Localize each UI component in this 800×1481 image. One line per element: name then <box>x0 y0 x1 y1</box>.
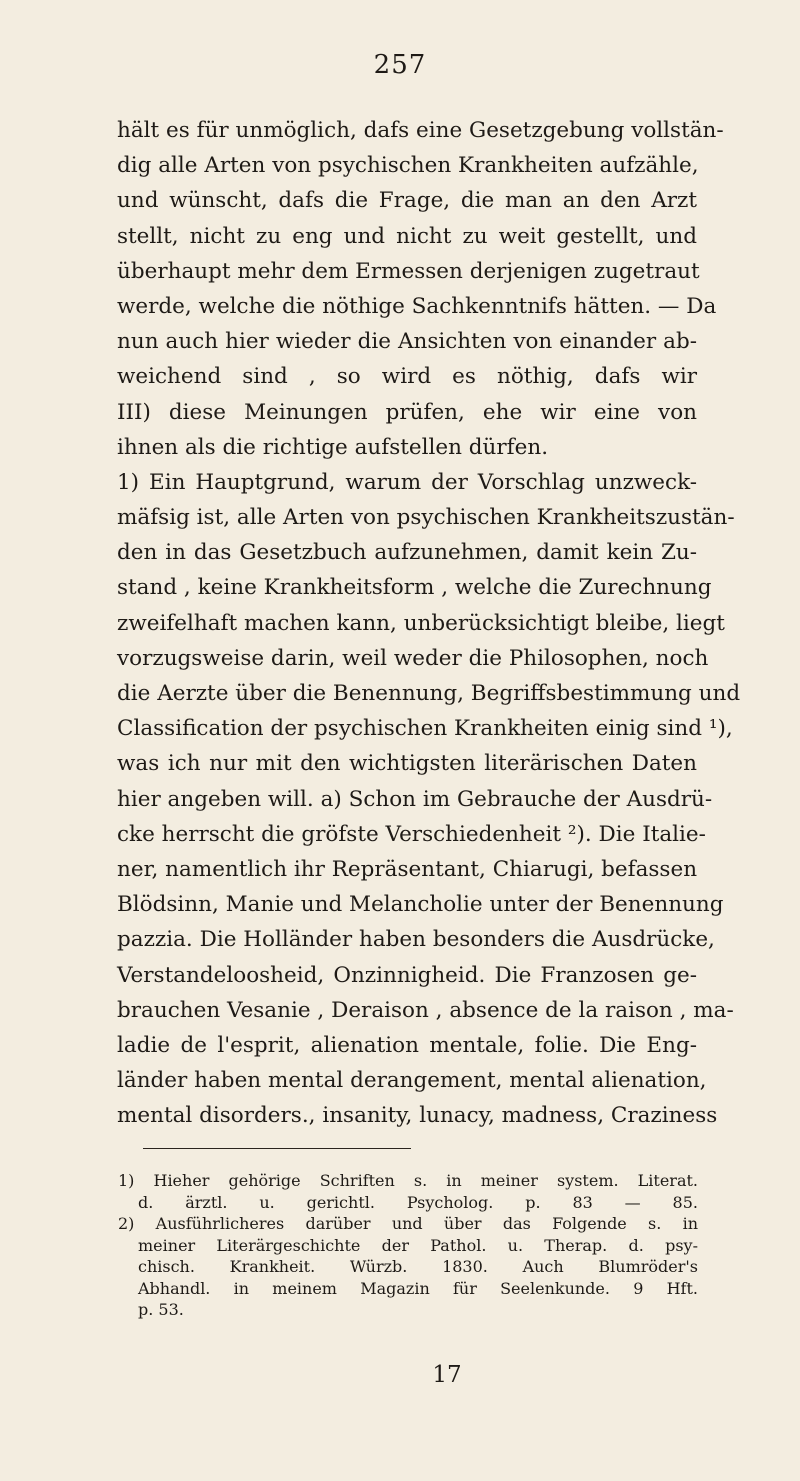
text-line: ihnen als die richtige aufstellen dürfen. <box>117 434 549 460</box>
footnote-line: p. 53. <box>138 1300 184 1319</box>
footnote-line: meiner Literärgeschichte der Pathol. u. Therap. d. psy- <box>138 1235 698 1255</box>
footnote-divider <box>143 1148 411 1149</box>
text-line: Classification der psychischen Krankheiten einig sind ¹), <box>117 716 733 742</box>
text-line: hält es für unmöglich, dafs eine Gesetzgebung vollstän- <box>117 118 724 143</box>
signature-mark: 17 <box>432 1362 462 1388</box>
text-line: mental disorders., insanity, lunacy, madness, Craziness <box>117 1103 718 1129</box>
footnotes <box>118 1170 698 1321</box>
text-line: III) diese Meinungen prüfen, ehe wir eine von <box>117 399 697 425</box>
text-line: cke herrscht die gröfste Verschiedenheit ²). Die Italie- <box>117 821 706 847</box>
footnote-line: 2) Ausführlicheres darüber und über das Folgende s. in <box>118 1214 698 1233</box>
footnote-line: 1) Hieher gehörige Schriften s. in meiner system. Literat. <box>118 1171 698 1190</box>
footnote-line: Abhandl. in meinem Magazin für Seelenkunde. 9 Hft. <box>138 1278 698 1298</box>
text-line: weichend sind , so wird es nöthig, dafs wir <box>117 364 697 390</box>
text-line: pazzia. Die Holländer haben besonders die Ausdrücke, <box>117 927 715 953</box>
text-line: und wünscht, dafs die Frage, die man an den Arzt <box>117 188 697 214</box>
text-line: vorzugsweise darin, weil weder die Philosophen, noch <box>117 645 709 671</box>
text-line: überhaupt mehr dem Ermessen derjenigen zugetraut <box>117 258 700 284</box>
footnote-line: d. ärztl. u. gerichtl. Psycholog. p. 83 — 85. <box>138 1192 698 1212</box>
footnote-line: chisch. Krankheit. Würzb. 1830. Auch Blumröder's <box>138 1257 698 1276</box>
text-line: zweifelhaft machen kann, unberücksichtigt bleibe, liegt <box>117 610 725 636</box>
text-line: stand , keine Krankheitsform , welche die Zurechnung <box>117 575 712 601</box>
text-line: dig alle Arten von psychischen Krankheiten aufzähle, <box>117 153 699 179</box>
text-line: ner, namentlich ihr Repräsentant, Chiarugi, befassen <box>117 856 698 882</box>
text-line: stellt, nicht zu eng und nicht zu weit gestellt, und <box>117 223 697 249</box>
main-text <box>117 113 741 1133</box>
page-number: 257 <box>373 50 427 80</box>
text-line: länder haben mental derangement, mental alienation, <box>117 1068 707 1094</box>
text-line: ladie de l'esprit, alienation mentale, folie. Die Eng- <box>117 1032 697 1058</box>
text-line: werde, welche die nöthige Sachkenntnifs hätten. — Da <box>117 293 717 319</box>
text-line: 1) Ein Hauptgrund, warum der Vorschlag unzweck- <box>117 469 697 495</box>
text-line: den in das Gesetzbuch aufzunehmen, damit kein Zu- <box>117 540 697 566</box>
text-line: Blödsinn, Manie und Melancholie unter der Benennung <box>117 892 724 918</box>
text-line: was ich nur mit den wichtigsten literärischen Daten <box>117 751 697 777</box>
text-line: die Aerzte über die Benennung, Begriffsbestimmung und <box>117 681 741 706</box>
text-line: Verstandeloosheid, Onzinnigheid. Die Franzosen ge- <box>117 962 697 988</box>
text-line: brauchen Vesanie , Deraison , absence de la raison , ma- <box>117 997 734 1023</box>
text-line: mäfsig ist, alle Arten von psychischen Krankheitszustän- <box>117 505 735 531</box>
text-line: nun auch hier wieder die Ansichten von einander ab- <box>117 329 697 355</box>
text-line: hier angeben will. a) Schon im Gebrauche der Ausdrü- <box>117 786 713 812</box>
